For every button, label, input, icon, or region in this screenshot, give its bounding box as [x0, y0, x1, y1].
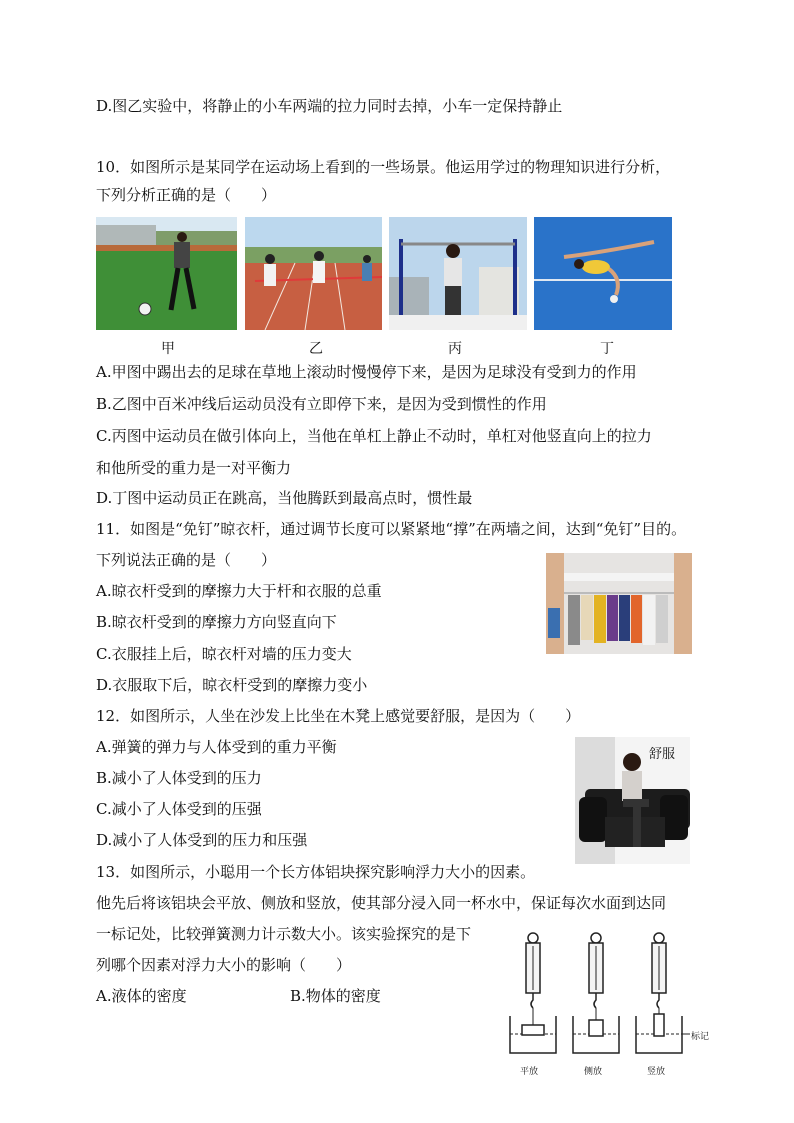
q12-option-a: A.弹簧的弹力与人体受到的重力平衡: [96, 738, 337, 756]
scale-flat: [510, 933, 556, 1053]
q11-stem-line1: 11．如图是“免钉”晾衣杆，通过调节长度可以紧紧地“撑”在两墙之间，达到“免钉”目的。: [96, 520, 687, 538]
photo-sofa: [575, 737, 690, 864]
q11-option-d: D.衣服取下后，晾衣杆受到的摩擦力变小: [96, 676, 368, 694]
q9-option-d: D.图乙实验中，将静止的小车两端的拉力同时去掉，小车一定保持静止: [96, 97, 563, 115]
photo-yi-sprint: [245, 217, 382, 330]
label-side: 侧放: [584, 1067, 603, 1077]
q11-stem-line2: 下列说法正确的是（ ）: [96, 551, 277, 569]
label-flat: 平放: [520, 1067, 539, 1077]
q11-option-a: A.晾衣杆受到的摩擦力大于杆和衣服的总重: [96, 582, 382, 600]
caption-jia: 甲: [161, 341, 175, 357]
sofa-comfort-label: 舒服: [649, 747, 676, 762]
q10-option-d: D.丁图中运动员正在跳高，当他腾跃到最高点时，惯性最: [96, 489, 473, 507]
q10-option-b: B.乙图中百米冲线后运动员没有立即停下来，是因为受到惯性的作用: [96, 395, 547, 413]
scale-side: [573, 933, 619, 1053]
q13-stem-line4: 列哪个因素对浮力大小的影响（ ）: [96, 956, 352, 974]
q13-stem-line2: 他先后将该铝块会平放、侧放和竖放，使其部分浸入同一杯水中，保证每次水面到达同: [96, 894, 667, 912]
spring-scale-diagram: [500, 928, 710, 1063]
q12-option-d: D.减小了人体受到的压力和压强: [96, 831, 308, 849]
q11-option-b: B.晾衣杆受到的摩擦力方向竖直向下: [96, 613, 337, 631]
photo-jia-soccer: [96, 217, 237, 330]
label-upright: 竖放: [647, 1067, 666, 1077]
q13-stem-line1: 13．如图所示，小聪用一个长方体铝块探究影响浮力大小的因素。: [96, 863, 536, 881]
mark-label: 标记: [691, 1032, 710, 1042]
q10-stem-line1: 10．如图所示是某同学在运动场上看到的一些场景。他运用学过的物理知识进行分析，: [96, 158, 671, 176]
q12-stem: 12．如图所示，人坐在沙发上比坐在木凳上感觉要舒服，是因为（ ）: [96, 707, 581, 725]
q12-option-b: B.减小了人体受到的压力: [96, 769, 262, 787]
caption-yi: 乙: [309, 341, 323, 357]
scale-upright: [636, 933, 690, 1053]
caption-bing: 丙: [448, 341, 462, 357]
q10-stem-line2: 下列分析正确的是（ ）: [96, 186, 277, 204]
q10-option-c-line2: 和他所受的重力是一对平衡力: [96, 459, 292, 477]
q10-option-c-line1: C.丙图中运动员在做引体向上，当他在单杠上静止不动时，单杠对他竖直向上的拉力: [96, 427, 652, 445]
q11-option-c: C.衣服挂上后，晾衣杆对墙的压力变大: [96, 645, 352, 663]
caption-ding: 丁: [600, 341, 614, 357]
photo-ding-highjump: [534, 217, 672, 330]
photo-bing-pullup: [389, 217, 527, 330]
q10-option-a: A.甲图中踢出去的足球在草地上滚动时慢慢停下来，是因为足球没有受到力的作用: [96, 363, 637, 381]
q12-option-c: C.减小了人体受到的压强: [96, 800, 262, 818]
q13-stem-line3: 一标记处，比较弹簧测力计示数大小。该实验探究的是下: [96, 925, 472, 943]
photo-clothes-rack: [546, 553, 692, 654]
q13-option-b: B.物体的密度: [290, 987, 381, 1005]
q13-option-a: A.液体的密度: [96, 987, 187, 1005]
